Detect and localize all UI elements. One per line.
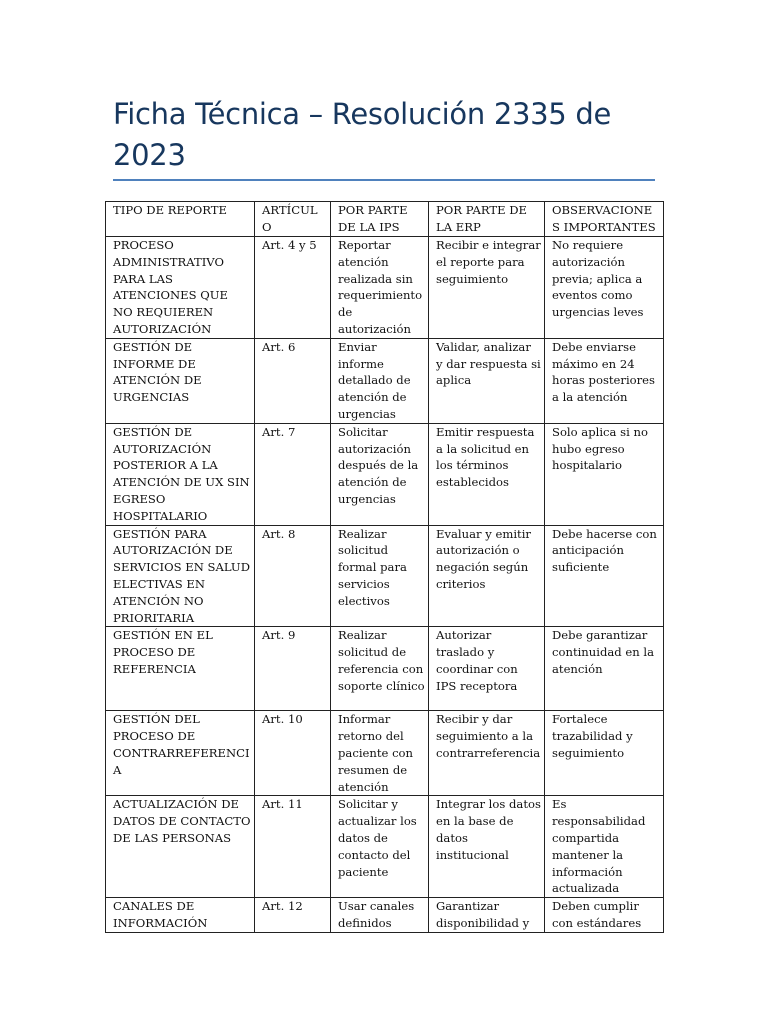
header-observaciones: OBSERVACIONES IMPORTANTES [545, 202, 664, 237]
cell-articulo: Art. 9 [255, 627, 331, 711]
cell-ips: Realizar solicitud formal para servicios electivos [331, 525, 429, 627]
cell-articulo: Art. 4 y 5 [255, 237, 331, 339]
cell-erp: Garantizar disponibilidad y [429, 898, 545, 933]
cell-tipo: GESTIÓN DE AUTORIZACIÓN POSTERIOR A LA ATENCIÓN DE UX SIN EGRESO HOSPITALARIO [106, 423, 255, 525]
cell-tipo: GESTIÓN PARA AUTORIZACIÓN DE SERVICIOS EN SALUD ELECTIVAS EN ATENCIÓN NO PRIORITARIA [106, 525, 255, 627]
table-row [106, 338, 664, 423]
document-title: Ficha Técnica – Resolución 2335 de 2023 [113, 97, 611, 172]
cell-erp: Autorizar traslado y coordinar con IPS receptora [429, 627, 545, 711]
cell-ips: Enviar informe detallado de atención de urgencias [331, 338, 429, 423]
cell-erp: Emitir respuesta a la solicitud en los términos establecidos [429, 423, 545, 525]
cell-ips: Informar retorno del paciente con resumen de atención [331, 711, 429, 796]
cell-articulo: Art. 8 [255, 525, 331, 627]
table-row [106, 237, 664, 339]
cell-observaciones: Deben cumplir con estándares [545, 898, 664, 933]
cell-observaciones: Es responsabilidad compartida mantener la información actualizada [545, 796, 664, 898]
cell-observaciones: Solo aplica si no hubo egreso hospitalario [545, 423, 664, 525]
cell-articulo: Art. 12 [255, 898, 331, 933]
cell-observaciones: No requiere autorización previa; aplica a eventos como urgencias leves [545, 237, 664, 339]
cell-tipo: GESTIÓN DE INFORME DE ATENCIÓN DE URGENCIAS [106, 338, 255, 423]
cell-observaciones: Debe hacerse con anticipación suficiente [545, 525, 664, 627]
cell-articulo: Art. 10 [255, 711, 331, 796]
cell-erp: Recibir y dar seguimiento a la contrarreferencia [429, 711, 545, 796]
header-por-parte-erp: POR PARTE DE LA ERP [429, 202, 545, 237]
cell-tipo: PROCESO ADMINISTRATIVO PARA LAS ATENCIONES QUE NO REQUIEREN AUTORIZACIÓN [106, 237, 255, 339]
cell-articulo: Art. 6 [255, 338, 331, 423]
cell-articulo: Art. 11 [255, 796, 331, 898]
cell-ips: Reportar atención realizada sin requerimiento de autorización [331, 237, 429, 339]
cell-observaciones: Debe garantizar continuidad en la atención [545, 627, 664, 711]
header-tipo-de-reporte: TIPO DE REPORTE [106, 202, 255, 237]
table-row [106, 627, 664, 711]
cell-erp: Integrar los datos en la base de datos institucional [429, 796, 545, 898]
table-row [106, 423, 664, 525]
title-underline [113, 179, 655, 181]
header-por-parte-ips: POR PARTE DE LA IPS [331, 202, 429, 237]
cell-ips: Usar canales definidos [331, 898, 429, 933]
cell-observaciones: Fortalece trazabilidad y seguimiento [545, 711, 664, 796]
cell-tipo: CANALES DE INFORMACIÓN [106, 898, 255, 933]
cell-observaciones: Debe enviarse máximo en 24 horas posteriores a la atención [545, 338, 664, 423]
cell-ips: Solicitar y actualizar los datos de contacto del paciente [331, 796, 429, 898]
table-row [106, 711, 664, 796]
header-articulo: ARTÍCULO [255, 202, 331, 237]
cell-ips: Realizar solicitud de referencia con soporte clínico [331, 627, 429, 711]
cell-erp: Validar, analizar y dar respuesta si aplica [429, 338, 545, 423]
cell-articulo: Art. 7 [255, 423, 331, 525]
table-row [106, 796, 664, 898]
table-row [106, 525, 664, 627]
table-row [106, 898, 664, 933]
cell-tipo: GESTIÓN DEL PROCESO DE CONTRARREFERENCIA [106, 711, 255, 796]
cell-ips: Solicitar autorización después de la atención de urgencias [331, 423, 429, 525]
cell-erp: Recibir e integrar el reporte para seguimiento [429, 237, 545, 339]
report-table [105, 201, 664, 933]
cell-erp: Evaluar y emitir autorización o negación según criterios [429, 525, 545, 627]
cell-tipo: GESTIÓN EN EL PROCESO DE REFERENCIA [106, 627, 255, 711]
cell-tipo: ACTUALIZACIÓN DE DATOS DE CONTACTO DE LAS PERSONAS [106, 796, 255, 898]
table-header-row [106, 202, 664, 237]
